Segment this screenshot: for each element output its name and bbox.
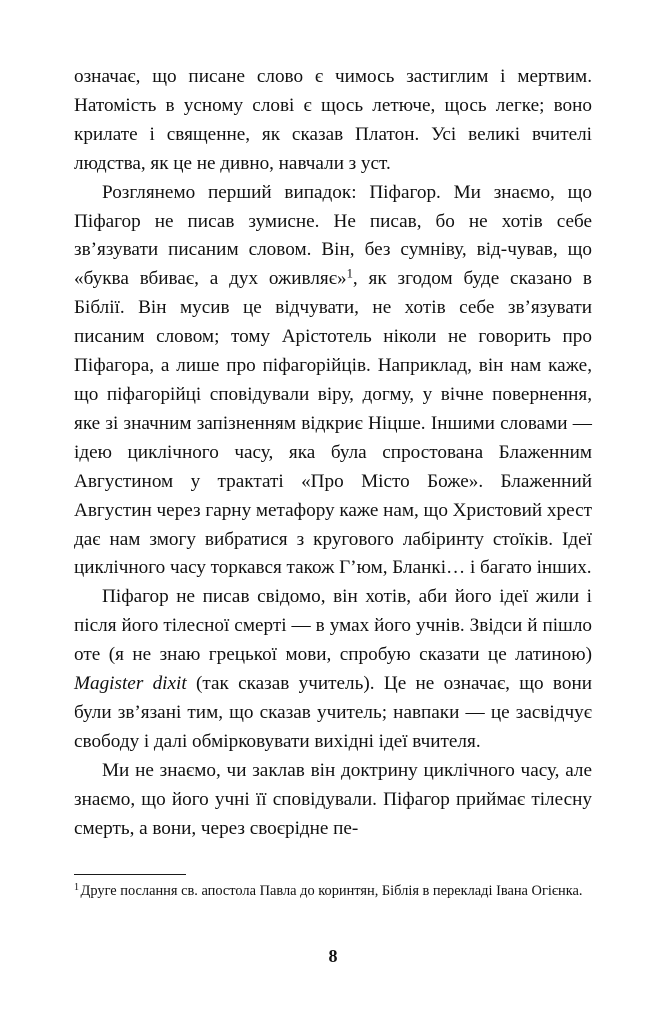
- footnote-text: Друге послання св. апостола Павла до коринтян, Біблія в перекладі Івана Огієнка.: [80, 883, 583, 899]
- paragraph-2-text-after-footnote-ref: , як згодом буде сказано в Біблії. Він мусив це відчувати, не хотів себе зв’язувати писаним словом; тому Арістотель ніколи не говорить про Піфагора, а лише про піфагорійців. Наприклад, він нам каже, що піфагорійці сповідували віру, догму, у вічне повернення, яке зі значним запізненням відкриє Ніцше. Іншими словами — ідею циклічного часу, яка була спростована Блаженним Августином у трактаті «Про Місто Боже». Блаженний Августин через гарну метафору каже нам, що Христовий хрест дає нам змогу вибратися з кругового лабіринту стоїків. Ідеї циклічного часу торкався також Г’юм, Бланкі… і багато інших.: [74, 268, 592, 579]
- footnote-zone: [74, 874, 592, 902]
- latin-phrase-magister-dixit: Magister dixit: [74, 673, 187, 695]
- paragraph-4: [74, 757, 592, 844]
- paragraph-1: [74, 63, 592, 179]
- footnote-entry: [74, 881, 592, 902]
- body-text-block: [74, 63, 592, 843]
- paragraph-2: [74, 179, 592, 584]
- paragraph-2-text-before-footnote-ref: Розглянемо перший випадок: Піфагор. Ми знаємо, що Піфагор не писав зумисне. Не писав, бо не хотів себе зв’язувати писаним словом. Він, без сумніву, від-чував, що «буква вбиває, а дух оживляє»: [74, 181, 592, 290]
- footnote-separator-rule: [74, 874, 186, 875]
- footnote-reference-marker[interactable]: 1: [346, 266, 353, 281]
- page-number: 8: [328, 946, 338, 966]
- paragraph-3: [74, 583, 592, 756]
- paragraph-3-text-after-italic: (так сказав учитель). Це не означає, що вони були зв’язані тим, що сказав учитель; навпаки — це засвідчує свободу і далі обмірковувати вихідні ідеї вчителя.: [74, 673, 592, 752]
- paragraph-4-text: Ми не знаємо, чи заклав він доктрину циклічного часу, але знаємо, що його учні її сповідували. Піфагор приймає тілесну смерть, а вони, через своєрідне пе-: [74, 759, 592, 839]
- paragraph-1-text: означає, що писане слово є чимось застиглим і мертвим. Натомість в усному слові є щось летюче, щось легке; воно крилате і священне, як сказав Платон. Усі великі вчителі людства, як це не дивно, навчали з уст.: [74, 66, 592, 174]
- footnote-marker: 1: [74, 881, 80, 893]
- paragraph-3-text-before-italic: Піфагор не писав свідомо, він хотів, аби його ідеї жили і після його тілесної смерті — в умах його учнів. Звідси й пішло оте (я не знаю грецької мови, спробую сказати це латиною): [74, 586, 592, 666]
